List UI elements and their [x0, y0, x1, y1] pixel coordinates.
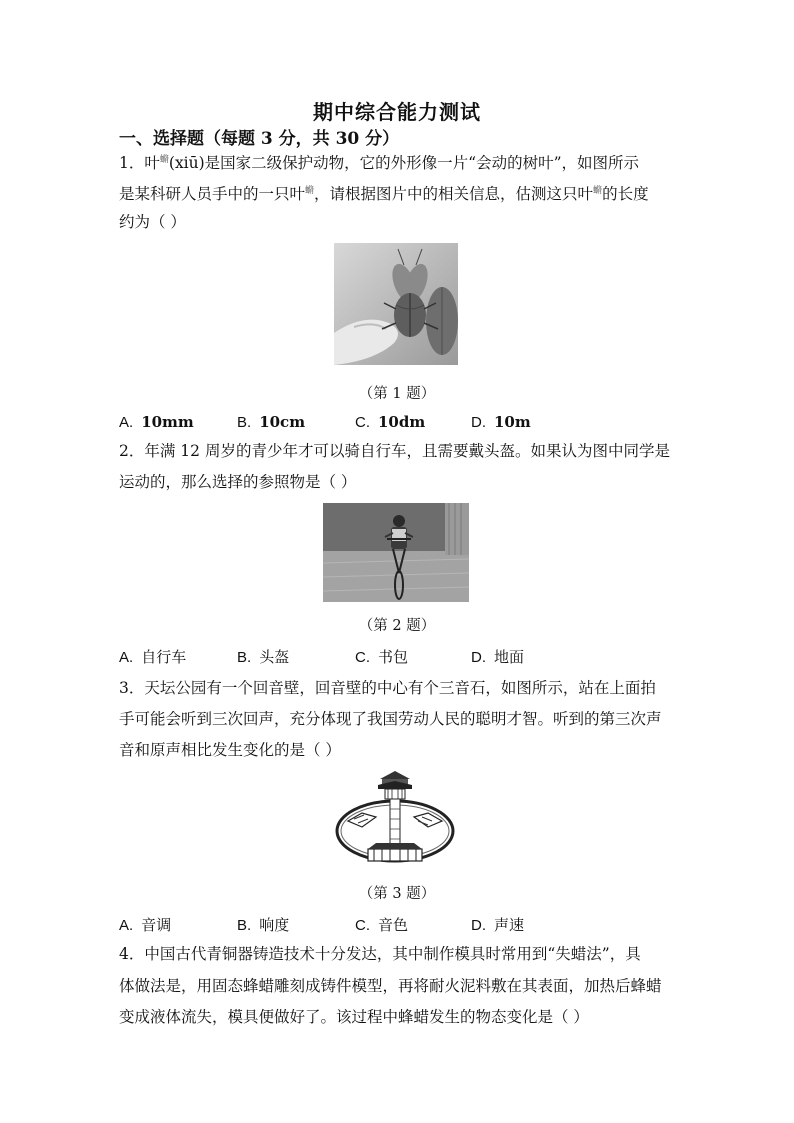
q3-option-b[interactable]: B. 响度 — [237, 916, 290, 934]
q1-line-3: 约为（ ） — [119, 213, 186, 231]
q1-option-c[interactable]: C. 10dm — [355, 413, 426, 431]
echo-wall-drawing — [332, 769, 458, 871]
q1-text: ，请根据图片中的相关信息，估测这只叶 — [314, 185, 594, 204]
q1-caption: （第 1 题） — [358, 386, 436, 402]
q1-text: 的长度 — [602, 185, 649, 204]
q2-option-a[interactable]: A. 自行车 — [119, 648, 187, 666]
q2-line-2: 运动的，那么选择的参照物是（ ） — [119, 473, 357, 491]
q1-option-d[interactable]: D. 10m — [471, 413, 531, 431]
q3-line-1: 3．天坛公园有一个回音壁，回音壁的中心有个三音石，如图所示，站在上面拍 — [119, 679, 656, 697]
q2-option-d[interactable]: D. 地面 — [471, 648, 525, 666]
q3-caption: （第 3 题） — [358, 886, 436, 902]
q3-line-2: 手可能会听到三次回声，充分体现了我国劳动人民的聪明才智。听到的第三次声 — [119, 710, 662, 728]
page-title: 期中综合能力测试 — [313, 100, 481, 124]
q3-option-d[interactable]: D. 声速 — [471, 916, 525, 934]
leaf-insect-photo — [334, 243, 458, 365]
q4-line-2: 体做法是，用固态蜂蜡雕刻成铸件模型，再将耐火泥料敷在其表面，加热后蜂蜡 — [119, 977, 662, 995]
q1-option-b[interactable]: B. 10cm — [237, 413, 306, 431]
q2-line-1: 2．年满 12 周岁的青少年才可以骑自行车，且需要戴头盔。如果认为图中同学是 — [119, 442, 670, 460]
q1-text: 1．叶 — [119, 154, 160, 173]
q3-line-3: 音和原声相比发生变化的是（ ） — [119, 741, 341, 759]
cyclist-photo — [323, 503, 469, 602]
q4-line-3: 变成液体流失，模具便做好了。该过程中蜂蜡发生的物态变化是（ ） — [119, 1008, 589, 1026]
rare-character: 䗛 — [593, 186, 603, 196]
section-heading: 一、选择题（每题 3 分，共 30 分） — [119, 129, 400, 149]
q4-line-1: 4．中国古代青铜器铸造技术十分发达，其中制作模具时常用到“失蜡法”，具 — [119, 945, 641, 963]
rare-character: 䗛 — [159, 155, 169, 165]
q2-option-c[interactable]: C. 书包 — [355, 648, 409, 666]
q2-caption: （第 2 题） — [358, 618, 436, 634]
q1-option-a[interactable]: A. 10mm — [119, 413, 194, 431]
q1-line-2 — [119, 181, 649, 204]
q3-option-a[interactable]: A. 音调 — [119, 916, 172, 934]
q3-option-c[interactable]: C. 音色 — [355, 916, 409, 934]
q1-text: 是某科研人员手中的一只叶 — [119, 185, 306, 204]
q1-text: (xiū)是国家二级保护动物，它的外形像一片“会动的树叶”，如图所示 — [168, 154, 640, 173]
q2-option-b[interactable]: B. 头盔 — [237, 648, 290, 666]
rare-character: 䗛 — [305, 186, 315, 196]
q1-line-1 — [119, 150, 639, 173]
